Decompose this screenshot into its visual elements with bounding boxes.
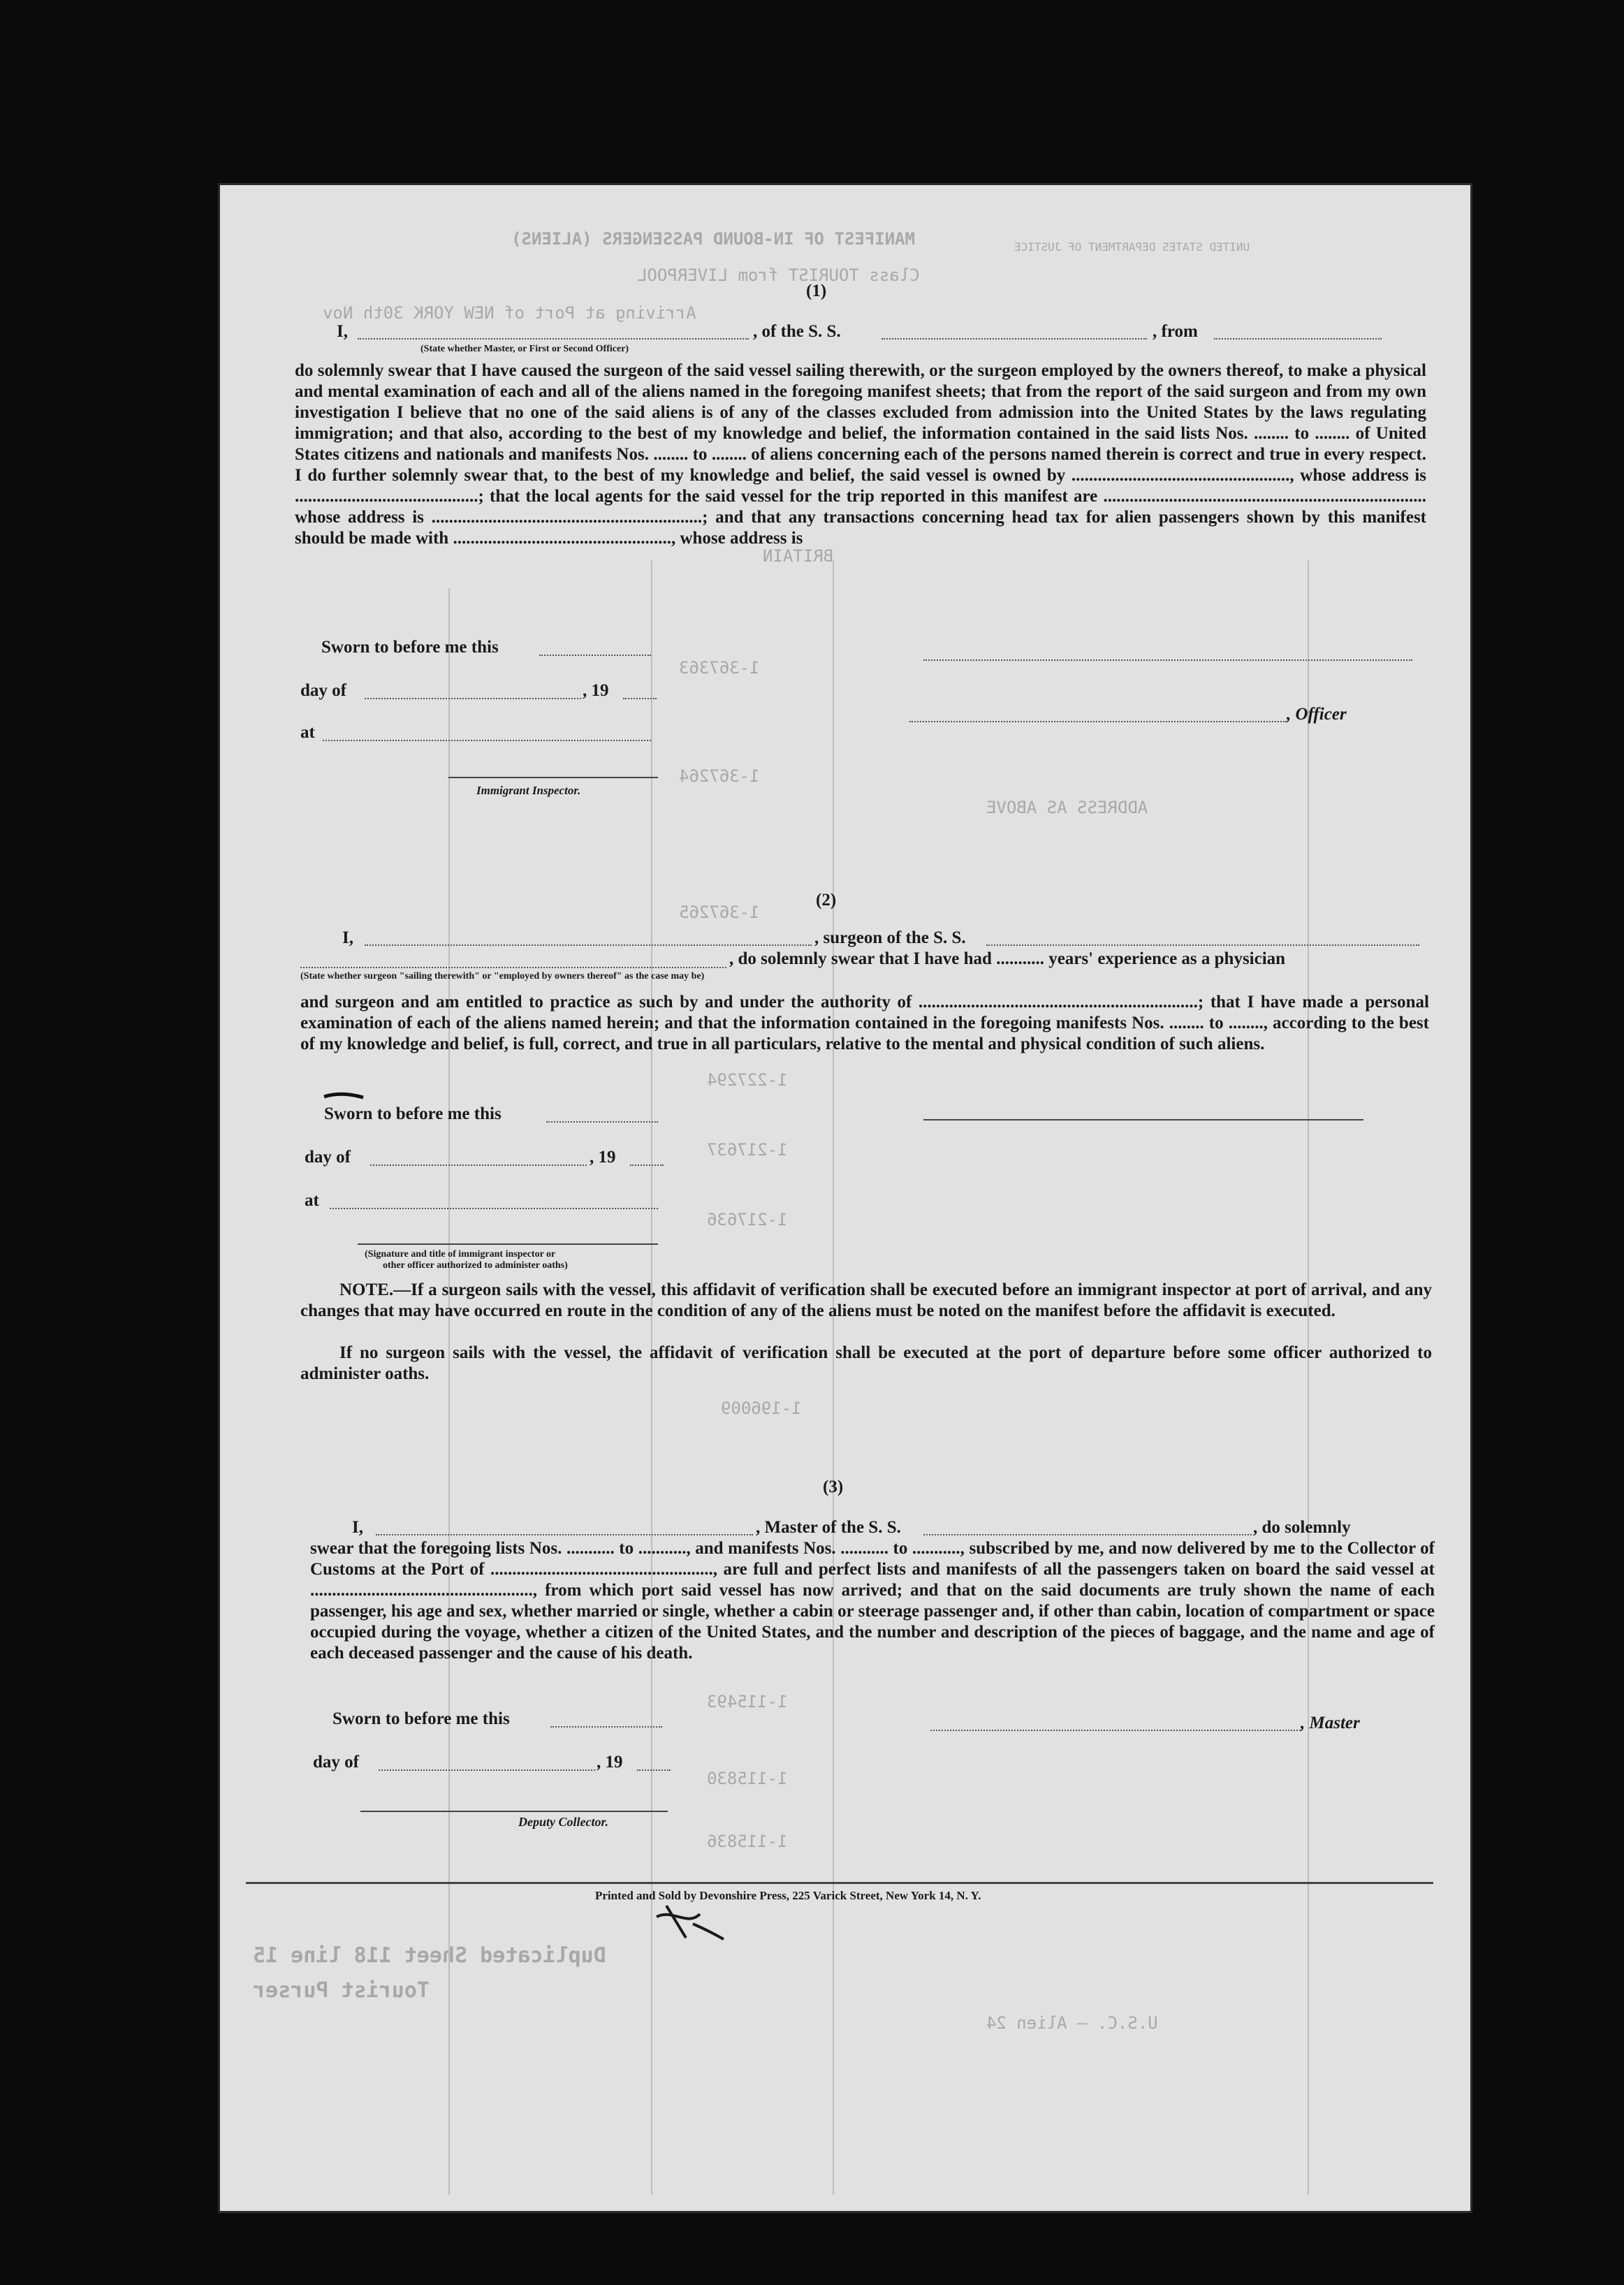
master-list-affidavit-body: swear that the foregoing lists Nos. ........... to ..........., and manifests Nos. ........... to ..........., subscribed by me, and now delivered by me to the Collector of Customs at the Port of ..................................................., are full and perfect lists and manifests of all the passengers taken on board the said vessel at ..................................................., from which port said vessel has now arrived; and that on the said documents are truly shown the name of each passenger, his age and sex, whether married or single, whether a cabin or steerage passenger and, if other than cabin, location of compartment or space occupied during the voyage, whether a citizen of the United States, and the number and description of the pieces of baggage, and the name and age of each deceased passenger and the cause of his death.: [310, 1539, 1435, 1663]
officer-signature-line-a[interactable]: [923, 659, 1412, 661]
surgeon-state-note: (State whether surgeon "sailing therewith" or "employed by owners thereof" as the case may be): [300, 971, 705, 981]
day-of-field-3[interactable]: [379, 1769, 595, 1771]
master-i-label-3: I,: [352, 1518, 363, 1537]
footer-rule: [246, 1882, 1433, 1884]
master-name-field[interactable]: [358, 338, 749, 340]
master-affidavit-body: do solemnly swear that I have caused the surgeon of the said vessel sailing therewith, or the surgeon employed by the owners thereof, to make a physical and mental examination of each and all of the aliens named in the foregoing manifest sheets; that from the report of the said surgeon and from my own investigation I believe that no one of the said aliens is of any of the classes excluded from admission into the United States by the laws regulating immigration; and that also, according to the best of my knowledge and belief, the information contained in the said lists Nos. ........ to ........ of United States citizens and nationals and manifests Nos. ........ to ........ of aliens concerning each of the persons named therein is correct and true in every respect. I do further solemnly swear that, to the best of my knowledge and belief, the said vessel is owned by .................................................., whose address is ..........................................; that the local agents for the said vessel for the trip reported in this manifest are .......................................................................... whose address is ..............................................................; and that any transactions concerning head tax for alien passengers shown by this manifest should be made with .................................................., whose address is: [295, 361, 1426, 548]
year-label-2: , 19: [590, 1148, 616, 1167]
surgeon-i-label: I,: [342, 928, 353, 947]
inspector-signature-line[interactable]: [448, 777, 658, 778]
section-number-3: (3): [823, 1477, 844, 1496]
officer-caption: , Officer: [1287, 705, 1347, 724]
show-through-number: 1-227294: [707, 1070, 788, 1090]
master-name-field-3[interactable]: [376, 1534, 753, 1535]
sworn-date-field-1[interactable]: [539, 655, 651, 656]
show-through-number: 1-367264: [679, 766, 760, 786]
sworn-date-field-3[interactable]: [550, 1726, 662, 1728]
master-caption: , Master: [1301, 1714, 1360, 1732]
departure-port-field[interactable]: [1214, 338, 1382, 340]
show-through-purser: Tourist Purser: [253, 1978, 430, 2003]
at-place-field-2[interactable]: [330, 1208, 658, 1209]
show-through-number: 1-367265: [679, 903, 760, 922]
surgeon-swear-label: , do solemnly swear that I have had ........... years' experience as a physician: [729, 949, 1286, 968]
show-through-number: 1-217637: [707, 1140, 788, 1160]
day-of-field-1[interactable]: [365, 698, 581, 699]
show-through-number: 1-217636: [707, 1210, 788, 1229]
ink-dash-mark: [323, 1091, 365, 1101]
surgeon-name-field[interactable]: [365, 944, 812, 946]
state-officer-note: (State whether Master, or First or Second Officer): [420, 344, 629, 354]
section-number-1: (1): [806, 282, 827, 300]
year-label-3: , 19: [597, 1753, 623, 1772]
master-signature-line[interactable]: [930, 1730, 1301, 1731]
sworn-label-1: Sworn to before me this: [321, 638, 499, 657]
master-i-label: I,: [337, 322, 348, 341]
sworn-label-3: Sworn to before me this: [332, 1709, 510, 1728]
sig-note-1: (Signature and title of immigrant inspector or: [365, 1249, 556, 1260]
show-through-number: 1-115493: [707, 1692, 788, 1711]
note-paragraph-2: If no surgeon sails with the vessel, the affidavit of verification shall be executed at the port of departure before some officer authorized to administer oaths.: [300, 1343, 1432, 1383]
day-of-label-1: day of: [300, 681, 346, 700]
officer-signature-line-b[interactable]: [909, 721, 1287, 722]
at-place-field-1[interactable]: [323, 740, 651, 741]
show-through-alien: U.S.C. — Alien 24: [986, 2013, 1158, 2033]
immigrant-inspector-caption: Immigrant Inspector.: [476, 784, 581, 797]
show-through-number: 1-115836: [707, 1832, 788, 1851]
show-through-address: ADDRESS AS ABOVE: [986, 798, 1148, 817]
surgeon-signature-line[interactable]: [923, 1119, 1363, 1120]
show-through-arrival: Arriving at Port of NEW YORK 30th Nov: [323, 303, 696, 323]
at-label-2: at: [305, 1191, 319, 1210]
show-through-title: MANIFEST OF IN-BOUND PASSENGERS (ALIENS): [511, 229, 915, 249]
master-of-label: , Master of the S. S.: [756, 1518, 901, 1537]
show-through-dept: UNITED STATES DEPARTMENT OF JUSTICE: [1014, 240, 1250, 254]
year-label-1: , 19: [583, 681, 609, 700]
manifest-verification-sheet: [218, 183, 1472, 2213]
surgeon-affidavit-body: and surgeon and am entitled to practice as such by and under the authority of ................................................................; that I have made a personal examination of each of the aliens named herein; and that the information contained in the foregoing manifests Nos. ........ to ........, according to the best of my knowledge and belief, is full, correct, and true in all particulars, relative to the mental and physical condition of such aliens.: [300, 993, 1429, 1053]
section-number-2: (2): [816, 891, 837, 910]
day-of-field-2[interactable]: [370, 1165, 587, 1166]
day-of-label-3: day of: [313, 1753, 359, 1772]
inspector-signature-line-2[interactable]: [358, 1243, 658, 1245]
collector-signature-line[interactable]: [360, 1811, 668, 1812]
handwritten-tick-mark: [651, 1896, 728, 1945]
vessel-name-field[interactable]: [882, 338, 1147, 340]
show-through-number: 1-367363: [679, 658, 760, 678]
surgeon-of-label: , surgeon of the S. S.: [814, 928, 966, 947]
show-through-rule: [448, 588, 450, 2195]
show-through-duplicated: Duplicated Sheet 118 line 15: [253, 1943, 606, 1968]
year-field-1[interactable]: [623, 698, 657, 699]
note-paragraph-1: NOTE.—If a surgeon sails with the vessel, this affidavit of verification shall be executed before an immigrant inspector at port of arrival, and any changes that may have occurred en route in the condition of any of the aliens must be noted on the manifest before the affidavit is executed.: [300, 1280, 1432, 1320]
do-solemnly-label: , do solemnly: [1253, 1518, 1351, 1537]
printer-imprint: Printed and Sold by Devonshire Press, 225 Varick Street, New York 14, N. Y.: [595, 1889, 981, 1902]
at-label-1: at: [300, 723, 315, 742]
surgeon-status-field[interactable]: [300, 967, 726, 968]
show-through-number: 1-115830: [707, 1769, 788, 1788]
of-ss-label: , of the S. S.: [753, 322, 841, 341]
sworn-date-field-2[interactable]: [546, 1121, 658, 1123]
surgeon-vessel-field[interactable]: [986, 944, 1419, 946]
deputy-collector-caption: Deputy Collector.: [518, 1815, 608, 1829]
show-through-nation: BRITAIN: [763, 546, 834, 566]
day-of-label-2: day of: [305, 1148, 351, 1167]
sig-note-2: other officer authorized to administer oaths): [383, 1260, 568, 1271]
master-vessel-field[interactable]: [923, 1534, 1252, 1535]
sworn-label-2: Sworn to before me this: [324, 1104, 502, 1123]
year-field-2[interactable]: [630, 1165, 664, 1166]
year-field-3[interactable]: [637, 1769, 671, 1771]
from-label: , from: [1153, 322, 1198, 341]
show-through-number: 1-196009: [721, 1399, 802, 1418]
show-through-class: Class TOURIST from LIVERPOOL: [637, 265, 920, 285]
